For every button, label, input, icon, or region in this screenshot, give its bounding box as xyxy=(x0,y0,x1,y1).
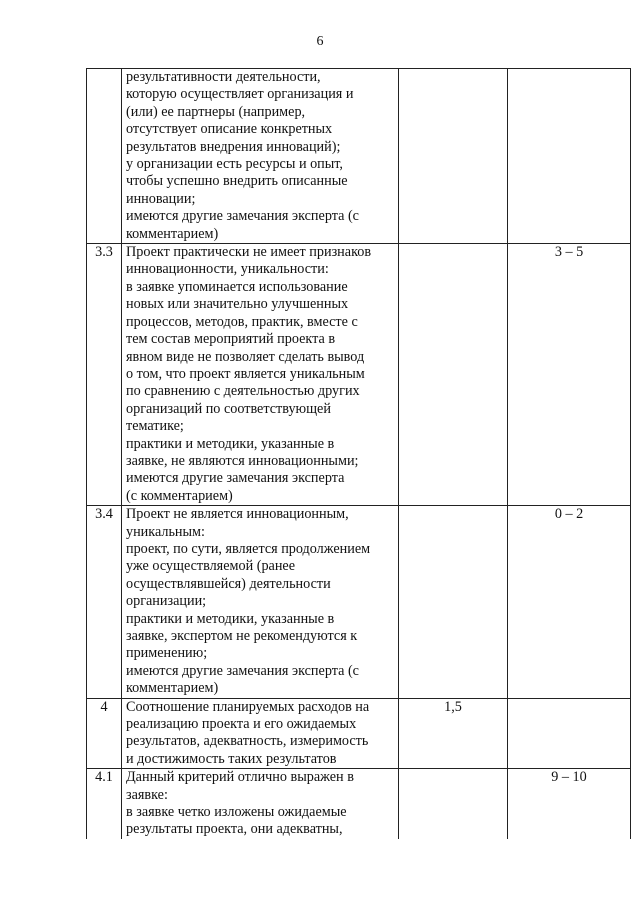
criterion-text-line: тематике; xyxy=(126,418,184,435)
criteria-table-body xyxy=(87,69,631,839)
criterion-text-line: организации; xyxy=(126,593,207,610)
criterion-text-line: Соотношение планируемых расходов на xyxy=(126,698,370,715)
criterion-text-line: заявке, не являются инновационными; xyxy=(126,452,359,469)
criterion-text-line: уже осуществляемой (ранее xyxy=(126,558,296,575)
criterion-text-line: процессов, методов, практик, вместе с xyxy=(126,313,358,330)
criterion-text-line: и достижимость таких результатов xyxy=(126,750,337,767)
criteria-row xyxy=(87,698,631,769)
criterion-description xyxy=(122,769,399,839)
criterion-text-line: имеются другие замечания эксперта (с xyxy=(126,208,359,225)
criterion-text-line: имеются другие замечания эксперта (с xyxy=(126,662,359,679)
criterion-weight xyxy=(399,506,508,698)
criterion-text-line: результативности деятельности, xyxy=(126,69,321,85)
criterion-number: 4 xyxy=(87,698,122,769)
criterion-text-line: которую осуществляет организация и xyxy=(126,86,354,103)
criterion-number: 3.4 xyxy=(87,506,122,698)
criterion-text-line: применению; xyxy=(126,645,208,662)
criterion-text-line: комментарием) xyxy=(126,680,219,697)
criterion-text-line: явном виде не позволяет сделать вывод xyxy=(126,348,365,365)
criterion-text-line: о том, что проект является уникальным xyxy=(126,365,365,382)
criterion-text-line: результатов, адекватность, измеримость xyxy=(126,733,369,750)
criterion-text-line: заявке, экспертом не рекомендуются к xyxy=(126,628,358,644)
criterion-weight: 1,5 xyxy=(399,698,508,769)
criterion-text-line: уникальным: xyxy=(126,523,205,540)
criterion-score-range xyxy=(508,69,631,244)
criterion-description xyxy=(122,506,399,698)
criterion-text-line: новых или значительно улучшенных xyxy=(126,296,349,313)
criterion-description xyxy=(122,698,399,769)
criterion-text-line: имеются другие замечания эксперта xyxy=(126,470,345,487)
criterion-text-line: результатов внедрения инноваций); xyxy=(126,138,341,155)
criterion-text-line: комментарием) xyxy=(126,225,219,242)
criterion-text-line: проект, по сути, является продолжением xyxy=(126,540,371,557)
criteria-row xyxy=(87,769,631,839)
criterion-text-line: заявке: xyxy=(126,786,168,803)
criterion-number: 4.1 xyxy=(87,769,122,839)
criterion-text-line: (с комментарием) xyxy=(126,487,233,504)
criterion-text-line: Данный критерий отлично выражен в xyxy=(126,769,354,786)
criterion-text-line: Проект практически не имеет признаков xyxy=(126,244,372,261)
criterion-text-line: по сравнению с деятельностью других xyxy=(126,383,360,400)
criterion-score-range: 0 – 2 xyxy=(508,506,631,698)
criterion-description xyxy=(122,244,399,506)
criteria-row xyxy=(87,244,631,506)
criterion-text-line: в заявке упоминается использование xyxy=(126,278,348,295)
criterion-text-line: чтобы успешно внедрить описанные xyxy=(126,173,348,190)
criterion-text-line: отсутствует описание конкретных xyxy=(126,121,333,138)
criterion-text-line: осуществлявшейся) деятельности xyxy=(126,575,331,592)
criteria-row xyxy=(87,69,631,244)
criterion-score-range xyxy=(508,698,631,769)
criterion-text-line: реализацию проекта и его ожидаемых xyxy=(126,716,357,733)
criterion-text-line: в заявке четко изложены ожидаемые xyxy=(126,804,347,821)
criterion-text-line: у организации есть ресурсы и опыт, xyxy=(126,156,343,173)
criterion-weight xyxy=(399,244,508,506)
page-number: 6 xyxy=(316,34,324,49)
criterion-number: 3.3 xyxy=(87,244,122,506)
criterion-text-line: тем состав мероприятий проекта в xyxy=(126,331,336,348)
criterion-score-range: 3 – 5 xyxy=(508,244,631,506)
criteria-table xyxy=(86,68,631,839)
criterion-weight xyxy=(399,69,508,244)
criterion-text-line: инновации; xyxy=(126,190,196,207)
criterion-text-line: организаций по соответствующей xyxy=(126,400,331,417)
criterion-text-line: практики и методики, указанные в xyxy=(126,435,335,452)
criterion-number xyxy=(87,69,122,244)
criterion-description xyxy=(122,69,399,244)
criterion-text-line: результаты проекта, они адекватны, xyxy=(126,821,343,838)
criterion-score-range: 9 – 10 xyxy=(508,769,631,839)
criterion-text-line: инновационности, уникальности: xyxy=(126,261,329,278)
criterion-text-line: практики и методики, указанные в xyxy=(126,610,335,627)
criterion-text-line: Проект не является инновационным, xyxy=(126,506,349,523)
criteria-row xyxy=(87,506,631,698)
criterion-weight xyxy=(399,769,508,839)
criterion-text-line: (или) ее партнеры (например, xyxy=(126,103,306,120)
